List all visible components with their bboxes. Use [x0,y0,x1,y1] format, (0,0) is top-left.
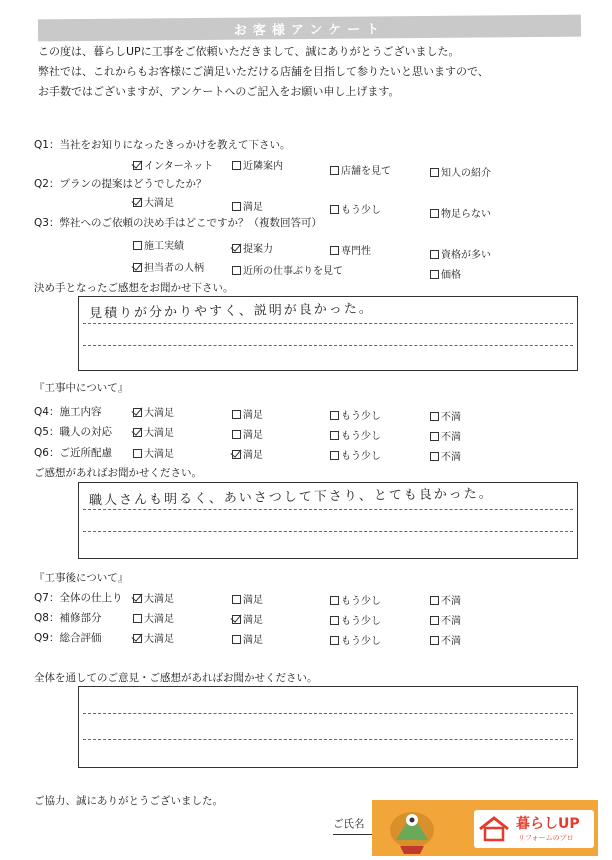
q1-label: Q1：当社をお知りになったきっかけを教えて下さい。 [34,139,291,151]
checkbox[interactable] [430,270,439,279]
q8-option[interactable]: 不満 [430,612,461,627]
checkbox[interactable] [232,202,241,211]
q2-option[interactable]: 大満足 [133,194,174,209]
checkbox[interactable] [330,596,339,605]
checkbox[interactable] [430,209,439,218]
checkbox-checked[interactable] [133,428,142,437]
name-label: ご氏名 [333,818,365,830]
brand-tagline: リフォームのプロ [518,834,574,842]
q6-option[interactable]: もう少し [330,447,381,462]
decision-label: 決め手となったご感想をお聞かせ下さい。 [34,282,234,294]
intro-line-2: 弊社では、これからもお客様にご満足いただける店舗を目指して参りたいと思いますので、 [38,65,489,78]
checkbox-checked[interactable] [133,161,142,170]
decision-handwriting: 見積りが分かりやすく、説明が良かった。 [88,301,374,322]
checkbox[interactable] [430,616,439,625]
checkbox[interactable] [232,161,241,170]
q8-option[interactable]: 満足 [232,611,263,626]
q9-option[interactable]: 大満足 [133,630,174,645]
checkbox[interactable] [430,596,439,605]
checkbox[interactable] [330,431,339,440]
q2-option[interactable]: 満足 [232,198,263,213]
q7-option[interactable]: 不満 [430,592,461,607]
q9-label: Q9：総合評価 [34,632,102,644]
during-handwriting: 職人さんも明るく、あいさつして下さり、とても良かった。 [88,486,494,509]
survey-title: お客様アンケート [38,15,581,42]
checkbox[interactable] [430,168,439,177]
checkbox[interactable] [330,451,339,460]
checkbox[interactable] [430,412,439,421]
q4-option[interactable]: もう少し [330,407,381,422]
q3-option[interactable]: 提案力 [232,240,273,255]
q3-option[interactable]: 資格が多い [430,246,491,261]
checkbox[interactable] [430,432,439,441]
during-heading: 『工事中について』 [34,382,129,394]
q6-label: Q6：ご近所配慮 [34,447,112,459]
q2-label: Q2：プランの提案はどうでしたか？ [34,178,207,190]
checkbox[interactable] [330,246,339,255]
q9-option[interactable]: 満足 [232,631,263,646]
checkbox[interactable] [430,452,439,461]
decision-comment-box[interactable] [78,296,578,371]
q2-option[interactable]: 物足らない [430,205,491,220]
checkbox[interactable] [430,636,439,645]
q5-label: Q5：職人の対応 [34,426,112,438]
during-comment-box[interactable] [78,482,578,559]
q1-option[interactable]: 店舗を見て [330,162,391,177]
q6-option[interactable]: 大満足 [133,445,174,460]
q5-option[interactable]: もう少し [330,427,381,442]
q9-option[interactable]: もう少し [330,632,381,647]
q7-label: Q7：全体の仕上り [34,592,123,604]
q7-option[interactable]: 大満足 [133,590,174,605]
checkbox-checked[interactable] [232,450,241,459]
checkbox[interactable] [232,430,241,439]
name-underline [333,834,373,835]
q4-option[interactable]: 大満足 [133,404,174,419]
q1-option[interactable]: インターネット [133,157,213,172]
q8-label: Q8：補修部分 [34,612,102,624]
q3-option[interactable]: 近所の仕事ぶりを見て [232,262,343,277]
checkbox[interactable] [330,616,339,625]
checkbox[interactable] [232,595,241,604]
intro-line-3: お手数ではございますが、アンケートへのご記入をお願い申し上げます。 [38,85,400,98]
q9-option[interactable]: 不満 [430,632,461,647]
checkbox-checked[interactable] [232,244,241,253]
q1-option[interactable]: 知人の紹介 [430,164,491,179]
q8-option[interactable]: 大満足 [133,610,174,625]
q3-option[interactable]: 担当者の人柄 [133,259,204,274]
checkbox[interactable] [133,241,142,250]
checkbox-checked[interactable] [133,408,142,417]
q1-option[interactable]: 近隣案内 [232,157,283,172]
q7-option[interactable]: 満足 [232,591,263,606]
overall-label: 全体を通してのご意見・ご感想があればお聞かせください。 [34,672,318,684]
checkbox-checked[interactable] [133,263,142,272]
closing-text: ご協力、誠にありがとうございました。 [34,795,223,807]
house-icon [478,816,510,842]
checkbox[interactable] [330,205,339,214]
q5-option[interactable]: 不満 [430,428,461,443]
brand-name: 暮らしUP [516,816,580,832]
during-feedback-label: ご感想があればお聞かせください。 [34,467,202,479]
checkbox-checked[interactable] [232,615,241,624]
q3-option[interactable]: 価格 [430,266,461,281]
checkbox[interactable] [133,449,142,458]
q6-option[interactable]: 不満 [430,448,461,463]
intro-line-1: この度は、暮らしUPに工事をご依頼いただきまして、誠にありがとうございました。 [38,45,460,58]
checkbox[interactable] [430,250,439,259]
checkbox[interactable] [232,410,241,419]
q8-option[interactable]: もう少し [330,612,381,627]
checkbox[interactable] [232,635,241,644]
q5-option[interactable]: 満足 [232,426,263,441]
checkbox[interactable] [330,636,339,645]
checkbox-checked[interactable] [133,634,142,643]
q5-option[interactable]: 大満足 [133,424,174,439]
q4-option[interactable]: 不満 [430,408,461,423]
q4-label: Q4：施工内容 [34,406,102,418]
q7-option[interactable]: もう少し [330,592,381,607]
q2-option[interactable]: もう少し [330,201,381,216]
company-logo-banner [372,800,598,856]
checkbox[interactable] [133,614,142,623]
checkbox[interactable] [232,266,241,275]
brand-box [474,810,594,848]
checkbox-checked[interactable] [133,198,142,207]
q4-option[interactable]: 満足 [232,406,263,421]
q3-option[interactable]: 専門性 [330,242,371,257]
checkbox-checked[interactable] [133,594,142,603]
q6-option[interactable]: 満足 [232,446,263,461]
checkbox[interactable] [330,166,339,175]
q3-option[interactable]: 施工実績 [133,237,184,252]
q3-label: Q3：弊社へのご依頼の決め手はどこですか？（複数回答可） [34,217,322,229]
overall-comment-box[interactable] [78,686,578,768]
after-heading: 『工事後について』 [34,572,129,584]
checkbox[interactable] [330,411,339,420]
